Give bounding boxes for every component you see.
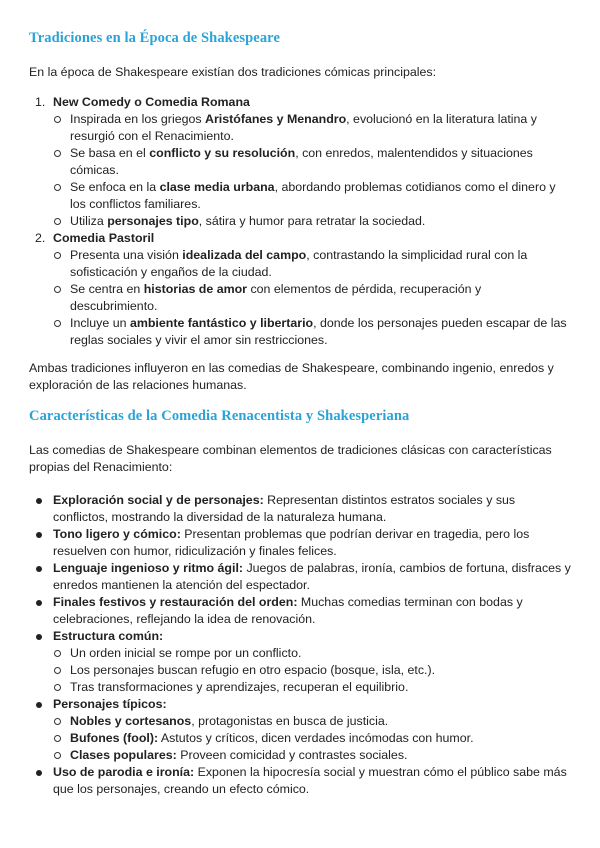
list-item: Nobles y cortesanos, protagonistas en busca de justicia. (70, 714, 389, 728)
circle-bullet-icon (54, 650, 61, 657)
bullet-icon (36, 770, 42, 776)
circle-bullet-icon (54, 116, 61, 123)
list-item: Uso de parodia e ironía: Exponen la hipocresía social y muestran cómo el público sabe más que los personajes, creando un efecto cómico. (53, 765, 567, 796)
list-item: Personajes típicos: (53, 697, 167, 711)
circle-bullet-icon (54, 218, 61, 225)
section-title-traditions: Tradiciones en la Época de Shakespeare (29, 30, 280, 46)
bullet-icon (36, 532, 42, 538)
list-item: Bufones (fool): Astutos y críticos, dicen verdades incómodas con humor. (70, 731, 474, 745)
circle-bullet-icon (54, 718, 61, 725)
circle-bullet-icon (54, 150, 61, 157)
characteristics-intro: Las comedias de Shakespeare combinan elementos de tradiciones clásicas con características propias del Renacimiento: (29, 443, 552, 474)
tradition-title: Comedia Pastoril (53, 231, 155, 245)
circle-bullet-icon (54, 286, 61, 293)
list-item: Se centra en historias de amor con elementos de pérdida, recuperación y descubrimiento. (70, 282, 482, 313)
bullet-icon (36, 498, 42, 504)
list-item: Inspirada en los griegos Aristófanes y Menandro, evolucionó en la literatura latina y resurgió con el Renacimiento. (70, 112, 537, 143)
bullet-icon (36, 566, 42, 572)
section-title-characteristics: Características de la Comedia Renacentista y Shakesperiana (29, 408, 410, 424)
list-item: Se enfoca en la clase media urbana, abordando problemas cotidianos como el dinero y los conflictos familiares. (70, 180, 556, 211)
list-number: 1. (35, 95, 46, 109)
bullet-icon (36, 702, 42, 708)
list-item: Lenguaje ingenioso y ritmo ágil: Juegos de palabras, ironía, cambios de fortuna, disfraces y enredos mantienen la atención del espectador. (53, 561, 571, 592)
list-item: Presenta una visión idealizada del campo, contrastando la simplicidad rural con la sofisticación y engaños de la ciudad. (70, 248, 528, 279)
list-item: Utiliza personajes tipo, sátira y humor para retratar la sociedad. (70, 214, 426, 228)
list-number: 2. (35, 231, 46, 245)
circle-bullet-icon (54, 667, 61, 674)
traditions-intro: En la época de Shakespeare existían dos tradiciones cómicas principales: (29, 65, 437, 79)
circle-bullet-icon (54, 320, 61, 327)
circle-bullet-icon (54, 735, 61, 742)
bullet-icon (36, 600, 42, 606)
list-item: Un orden inicial se rompe por un conflicto. (70, 646, 302, 660)
list-item: Se basa en el conflicto y su resolución, con enredos, malentendidos y situaciones cómicas. (70, 146, 533, 177)
circle-bullet-icon (54, 252, 61, 259)
list-item: Clases populares: Proveen comicidad y contrastes sociales. (70, 748, 408, 762)
list-item: Tras transformaciones y aprendizajes, recuperan el equilibrio. (70, 680, 409, 694)
circle-bullet-icon (54, 184, 61, 191)
traditions-conclusion: Ambas tradiciones influyeron en las comedias de Shakespeare, combinando ingenio, enredos y exploración de las relaciones humanas. (29, 361, 554, 392)
list-item: Los personajes buscan refugio en otro espacio (bosque, isla, etc.). (70, 663, 436, 677)
bullet-icon (36, 634, 42, 640)
circle-bullet-icon (54, 684, 61, 691)
circle-bullet-icon (54, 752, 61, 759)
list-item: Tono ligero y cómico: Presentan problemas que podrían derivar en tragedia, pero los resuelven con humor, ridiculización y finales felices. (53, 527, 530, 558)
list-item: Estructura común: (53, 629, 164, 643)
tradition-title: New Comedy o Comedia Romana (53, 95, 250, 109)
list-item: Finales festivos y restauración del orden: Muchas comedias terminan con bodas y celebraciones, reflejando la idea de renovación. (53, 595, 523, 626)
list-item: Incluye un ambiente fantástico y libertario, donde los personajes pueden escapar de las reglas sociales y vivir el amor sin restricciones. (70, 316, 567, 347)
list-item: Exploración social y de personajes: Representan distintos estratos sociales y sus conflictos, mostrando la diversidad de la naturaleza humana. (53, 493, 516, 524)
